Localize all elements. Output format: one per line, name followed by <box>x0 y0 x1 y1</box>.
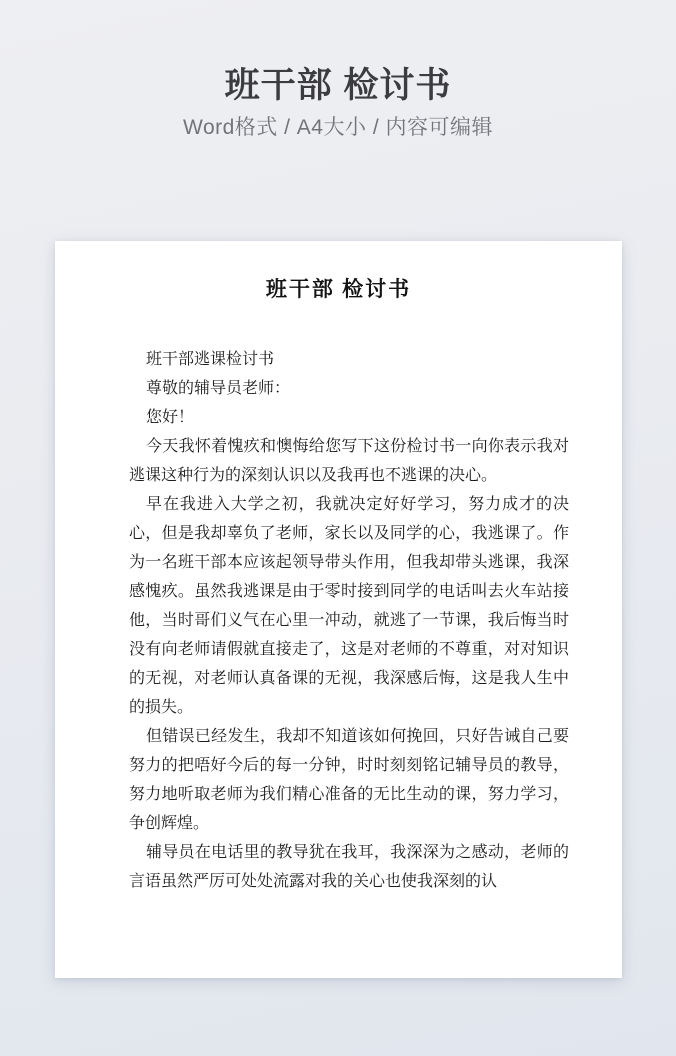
document-paragraph: 尊敬的辅导员老师： <box>146 380 291 397</box>
template-title: 班干部 检讨书 <box>224 66 452 105</box>
document-paragraph: 辅导员在电话里的教导犹在我耳，我深深为之感动，老师的言语虽然严厉可处处流露对我的关心也使我深刻的认 <box>129 844 569 890</box>
document-title: 班干部 检讨书 <box>265 277 412 301</box>
document-paragraph: 但错误已经发生，我却不知道该如何挽回，只好告诫自己要努力的把唔好今后的每一分钟，时时刻刻铭记辅导员的教导，努力地听取老师为我们精心准备的无比生动的课，努力学习，争创辉煌。 <box>129 728 569 832</box>
document-paragraph: 早在我进入大学之初，我就决定好好学习，努力成才的决心，但是我却辜负了老师，家长以及同学的心，我逃课了。作为一名班干部本应该起领导带头作用，但我却带头逃课，我深感愧疚。虽然我逃课是由于零时接到同学的电话叫去火车站接他，当时哥们义气在心里一冲动，就逃了一节课，我后悔当时没有向老师请假就直接走了，这是对老师的不尊重，对对知识的无视，对老师认真备课的无视，我深感后悔，这是我人生中的损失。 <box>129 496 569 716</box>
document-body <box>129 345 569 896</box>
template-subtitle: Word格式 / A4大小 / 内容可编辑 <box>183 116 493 139</box>
document-paragraph: 班干部逃课检讨书 <box>146 351 275 368</box>
document-paragraph: 今天我怀着愧疚和懊悔给您写下这份检讨书一向你表示我对逃课这种行为的深刻认识以及我再也不逃课的决心。 <box>129 438 569 484</box>
document-preview-page <box>55 241 622 978</box>
page-header <box>0 0 676 141</box>
document-paragraph: 您好！ <box>146 409 195 426</box>
